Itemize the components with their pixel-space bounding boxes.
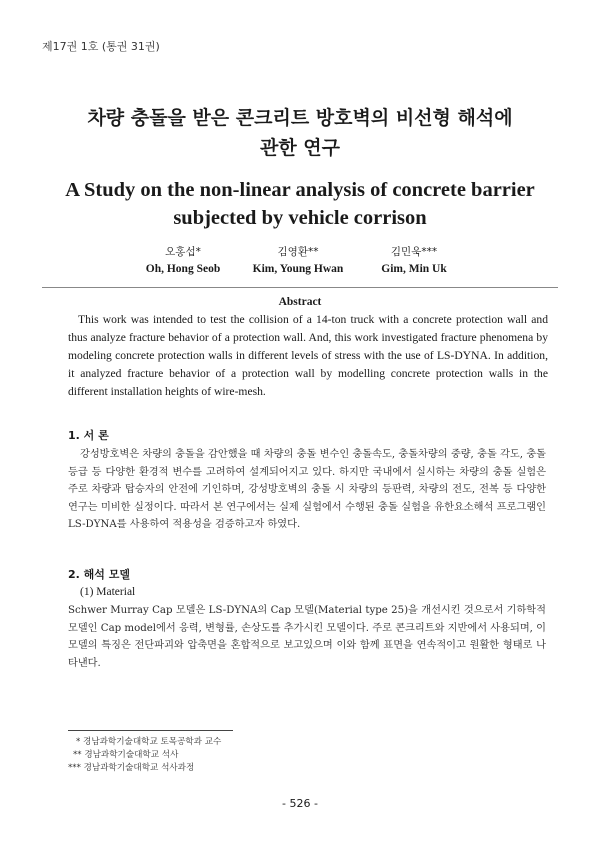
title-english-line-2: subjected by vehicle corrison bbox=[173, 207, 427, 229]
author-list bbox=[0, 244, 600, 278]
title-korean-line-1: 차량 충돌을 받은 콘크리트 방호벽의 비선형 해석에 bbox=[87, 107, 513, 129]
section-2-heading: 2. 해석 모델 bbox=[68, 568, 130, 581]
author-2-name-english: Kim, Young Hwan bbox=[252, 263, 344, 275]
footnote-2: ** 경남과학기술대학교 석사 bbox=[73, 750, 179, 760]
section-2-text: Schwer Murray Cap 모델은 LS-DYNA의 Cap 모델(Material type 25)을 개선시킨 것으로서 기하학적 모델인 Cap model에서 응력, 변형률, 손상도를 추가시킨 모델이다. 주로 콘크리트와 지반에서 사용되며, 이 모델의 특징은 전단파괴와 압축면을 혼합적으로 보고있으며 이와 함께 표면을 연속적이고 원활한 형태로 나타낸다. bbox=[68, 605, 546, 669]
header-divider bbox=[42, 287, 558, 288]
abstract-heading: Abstract bbox=[278, 296, 322, 308]
author-3 bbox=[344, 244, 484, 278]
section-1-text: 강성방호벽은 차량의 충돌을 감안했을 때 차량의 충돌 변수인 충돌속도, 충돌차량의 중량, 충돌 각도, 충돌 등급 등 다양한 환경적 변수를 고려하여 설계되어지고 있다. 하지만 국내에서 실시하는 차량의 충돌 실험은 주로 차량과 탑승자의 안전에 기인하며, 강성방호벽의 충돌 시 차량의 등판력, 차량의 전도, 전복 등 다양한 연구는 미비한 실정이다. 따라서 본 연구에서는 실제 실험에서 수행된 충돌 실험을 유한요소해석 프로그램인 LS-DYNA를 사용하여 적용성을 검증하고자 하였다. bbox=[68, 449, 546, 531]
footnote-1: * 경남과학기술대학교 토목공학과 교수 bbox=[76, 737, 222, 747]
author-1-name-english: Oh, Hong Seob bbox=[145, 263, 221, 275]
page-number: - 526 - bbox=[282, 797, 318, 810]
title-korean-line-2: 관한 연구 bbox=[259, 137, 341, 159]
author-1-name-korean: 오홍섭* bbox=[165, 246, 201, 258]
abstract-text: This work was intended to test the collision of a 14-ton truck with a concrete protection wall and thus analyze fracture behavior of a protection wall. And, this work investigated fracture phenomena by modeling concrete protection walls in different levels of stress with the use of LS-DYNA. In addition, it analyzed fracture behavior of a protection wall by modelling concrete protection walls in the different installation heights of wire-mesh. bbox=[68, 313, 548, 398]
author-3-name-english: Gim, Min Uk bbox=[381, 263, 447, 275]
footnote-3: *** 경남과학기술대학교 석사과정 bbox=[68, 763, 195, 773]
footnote-divider bbox=[68, 730, 233, 731]
title-english-line-1: A Study on the non-linear analysis of concrete barrier bbox=[65, 179, 535, 201]
author-3-name-korean: 김민욱*** bbox=[390, 246, 438, 258]
subsection-heading: (1) Material bbox=[80, 586, 136, 598]
journal-issue: 제17권 1호 (통권 31권) bbox=[42, 40, 160, 53]
author-2-name-korean: 김영환** bbox=[277, 246, 319, 258]
section-1-heading: 1. 서 론 bbox=[68, 429, 109, 442]
